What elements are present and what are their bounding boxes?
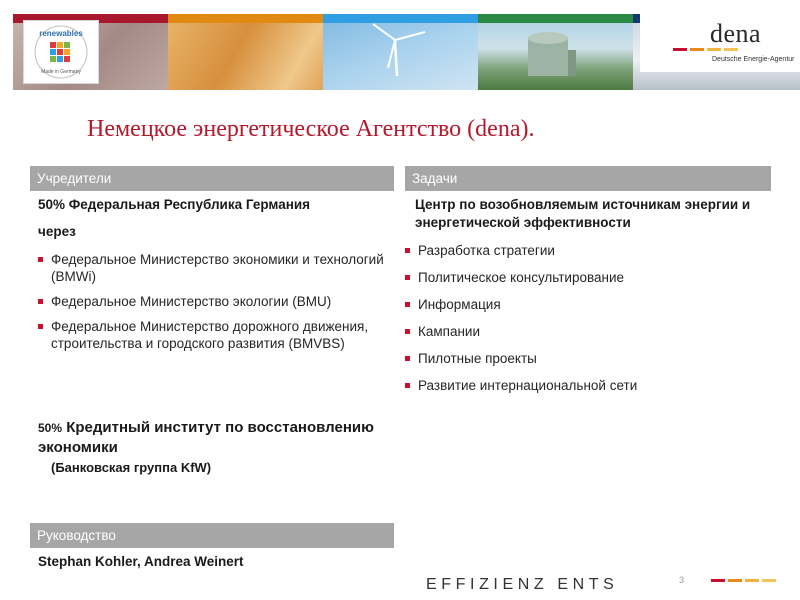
kfw-group: (Банковская группа KfW) — [51, 460, 212, 475]
kfw-percent: 50% — [38, 421, 63, 435]
list-item: Развитие интернациональной сети — [405, 377, 765, 394]
list-item: Федеральное Министерство дорожного движения, строительства и городского развития (BMVBS) — [38, 318, 384, 352]
banner-photo-sun — [168, 14, 323, 90]
svg-text:Made in Germany: Made in Germany — [41, 69, 81, 75]
dena-dash-line — [673, 48, 738, 51]
page-title: Немецкое энергетическое Агентство (dena). — [87, 116, 535, 142]
list-item: Кампании — [405, 323, 765, 340]
tasks-intro: Центр по возобновляемым источникам энергии и энергетической эффективности — [415, 197, 751, 230]
dena-subtitle: Deutsche Energie-Agentur — [712, 56, 795, 63]
footer-dash-line — [711, 579, 776, 582]
founders-government-share: 50% Федеральная Республика Германия — [38, 197, 311, 212]
kfw-name: Кредитный институт по восстановлению экономики — [38, 419, 374, 456]
dena-logo — [640, 14, 800, 72]
svg-text:renewables: renewables — [39, 29, 83, 38]
list-item: Федеральное Министерство экологии (BMU) — [38, 293, 384, 310]
founders-heading: Учредители — [30, 166, 394, 191]
tasks-list — [405, 242, 765, 404]
page-number: 3 — [679, 575, 685, 585]
list-item: Федеральное Министерство экономики и технологий (BMWi) — [38, 251, 384, 285]
footer-motto: EFFIZIENZ ENTS — [426, 576, 619, 593]
founders-via-label: через — [38, 224, 76, 239]
renewables-logo — [23, 20, 99, 84]
ministries-list — [38, 251, 384, 360]
list-item: Политическое консультирование — [405, 269, 765, 286]
wind-turbine-icon — [355, 18, 435, 76]
management-heading: Руководство — [30, 523, 394, 548]
list-item: Пилотные проекты — [405, 350, 765, 367]
founders-kfw-share — [38, 418, 388, 478]
list-item: Разработка стратегии — [405, 242, 765, 259]
dena-wordmark: dena — [710, 19, 762, 48]
list-item: Информация — [405, 296, 765, 313]
management-names: Stephan Kohler, Andrea Weinert — [38, 554, 244, 569]
tasks-heading: Задачи — [405, 166, 771, 191]
biogas-silo-icon — [520, 24, 580, 76]
